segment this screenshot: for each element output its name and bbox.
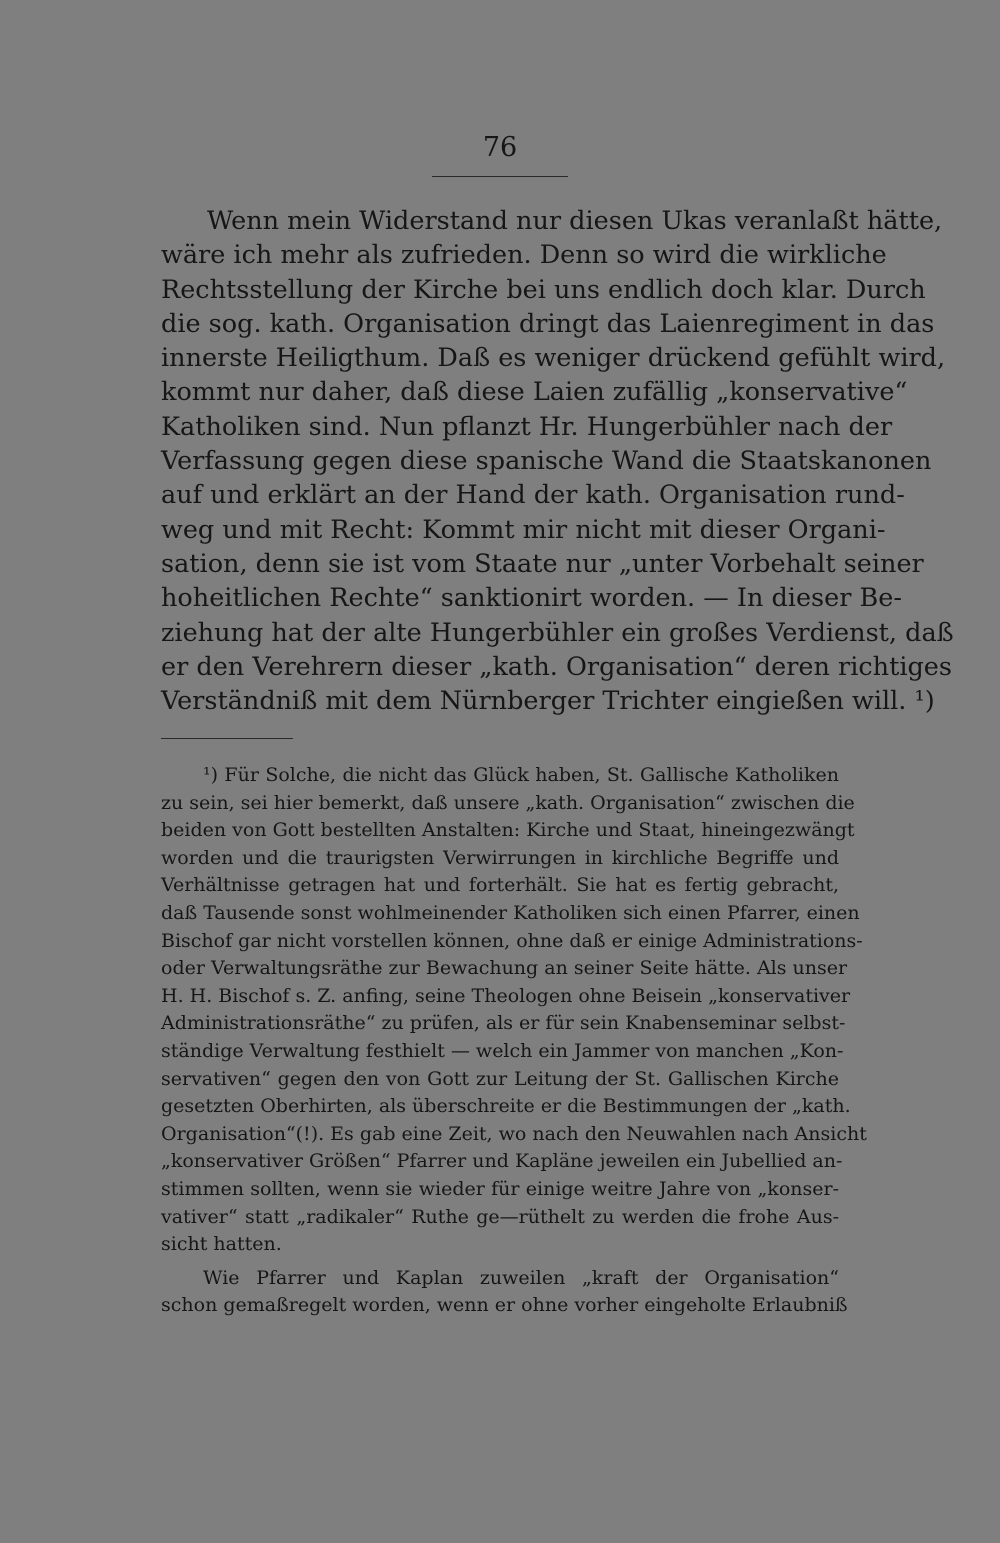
footnote-line: Administrationsräthe“ zu prüfen, als er für sein Knabenseminar selbst- — [161, 1012, 846, 1035]
main-text-line: weg und mit Recht: Kommt mir nicht mit dieser Organi- — [161, 514, 886, 545]
main-text-line: innerste Heiligthum. Daß es weniger drückend gefühlt wird, — [161, 343, 946, 374]
main-text-line: kommt nur daher, daß diese Laien zufällig „konservative“ — [161, 377, 908, 408]
main-text-line: Verständniß mit dem Nürnberger Trichter eingießen will. ¹) — [161, 686, 935, 717]
footnote-line: servativen“ gegen den von Gott zur Leitung der St. Gallischen Kirche — [161, 1067, 839, 1090]
main-text-line: die sog. kath. Organisation dringt das Laienregiment in das — [161, 308, 935, 339]
main-text-line: Katholiken sind. Nun pflanzt Hr. Hungerbühler nach der — [161, 411, 893, 442]
main-text-line: wäre ich mehr als zufrieden. Denn so wird die wirkliche — [161, 240, 887, 271]
footnote-line: beiden von Gott bestellten Anstalten: Kirche und Staat, hineingezwängt — [161, 819, 855, 842]
footnote — [161, 762, 867, 1320]
footnote-line: Verhältnisse getragen hat und forterhält. Sie hat es fertig gebracht, — [161, 874, 839, 897]
main-text-line: er den Verehrern dieser „kath. Organisation“ deren richtiges — [161, 651, 952, 682]
main-text-line: Verfassung gegen diese spanische Wand die Staatskanonen — [161, 446, 932, 477]
footnote-line: ¹) Für Solche, die nicht das Glück haben, St. Gallische Katholiken — [203, 764, 839, 786]
main-text-line: Rechtsstellung der Kirche bei uns endlich doch klar. Durch — [161, 274, 926, 305]
main-text-line: hoheitlichen Rechte“ sanktionirt worden. — In dieser Be- — [161, 583, 902, 614]
footnote-line: zu sein, sei hier bemerkt, daß unsere „kath. Organisation“ zwischen die — [161, 791, 855, 814]
footnote-line: Organisation“(!). Es gab eine Zeit, wo nach den Neuwahlen nach Ansicht — [161, 1122, 867, 1145]
footnote-line: gesetzten Oberhirten, als überschreite er die Bestimmungen der „kath. — [161, 1095, 851, 1118]
footnote-line: sicht hatten. — [161, 1233, 282, 1256]
footnote-line: H. H. Bischof s. Z. anfing, seine Theologen ohne Beisein „konservativer — [161, 984, 851, 1007]
page-number: 76 — [482, 132, 518, 163]
footnote-rule — [161, 738, 293, 739]
footnote-line: schon gemaßregelt worden, wenn er ohne vorher eingeholte Erlaubniß — [161, 1294, 848, 1317]
footnote-line: „konservativer Größen“ Pfarrer und Kapläne jeweilen ein Jubellied an- — [161, 1150, 843, 1173]
main-text-line: auf und erklärt an der Hand der kath. Organisation rund- — [161, 480, 905, 511]
main-text-line: ziehung hat der alte Hungerbühler ein großes Verdienst, daß — [161, 617, 954, 648]
main-text — [161, 204, 954, 718]
footnote-line: Wie Pfarrer und Kaplan zuweilen „kraft der Organisation“ — [203, 1266, 839, 1289]
main-text-line: Wenn mein Widerstand nur diesen Ukas veranlaßt hätte, — [207, 206, 943, 236]
footnote-line: stimmen sollten, wenn sie wieder für einige weitre Jahre von „konser- — [161, 1177, 839, 1200]
footnote-line: worden und die traurigsten Verwirrungen in kirchliche Begriffe und — [161, 846, 839, 869]
footnote-line: daß Tausende sonst wohlmeinender Katholiken sich einen Pfarrer, einen — [161, 901, 860, 924]
footnote-line: vativer“ statt „radikaler“ Ruthe ge—rüthelt zu werden die frohe Aus- — [161, 1205, 839, 1228]
page-number-rule — [432, 176, 568, 177]
footnote-line: Bischof gar nicht vorstellen können, ohne daß er einige Administrations- — [161, 929, 863, 952]
footnote-line: ständige Verwaltung festhielt — welch ein Jammer von manchen „Kon- — [161, 1039, 844, 1062]
footnote-line: oder Verwaltungsräthe zur Bewachung an seiner Seite hätte. Als unser — [161, 957, 848, 980]
main-text-line: sation, denn sie ist vom Staate nur „unter Vorbehalt seiner — [161, 548, 924, 579]
